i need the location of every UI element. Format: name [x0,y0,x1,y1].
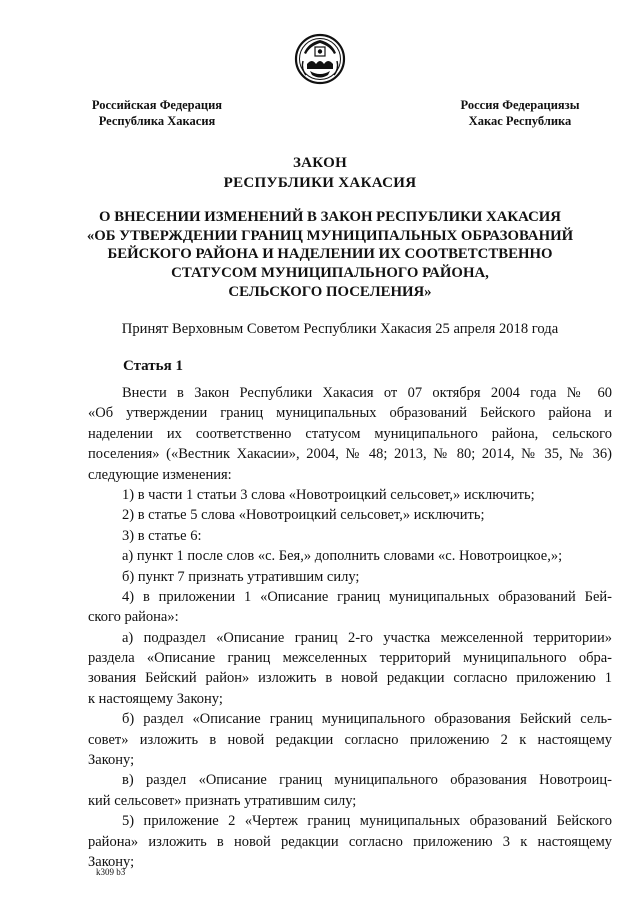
registration-stamp: k309 b3 [96,867,126,877]
law-heading: ЗАКОН [292,155,348,171]
body-line: Закону; [88,752,135,769]
body-line: б) пункт 7 признать утратившим силу; [122,568,360,585]
header-left-country: Российская Федерация [91,98,223,112]
body-line: 5) приложение 2 «Чертеж границ муниципальных образований Бейского [122,813,612,830]
body-line: следующие изменения: [88,466,232,483]
body-line: 2) в статье 5 слова «Новотроицкий сельсовет,» исключить; [122,507,485,524]
title-line: СТАТУСОМ МУНИЦИПАЛЬНОГО РАЙОНА, [171,265,489,282]
body-line: а) пункт 1 после слов «с. Бея,» дополнить словами «с. Новотроицкое,»; [122,548,563,565]
body-line: а) подраздел «Описание границ 2-го участка межселенной территории» [122,629,612,646]
body-line: района» изложить в новой редакции согласно приложению 3 к настоящему [88,833,612,850]
body-line: б) раздел «Описание границ муниципального образования Бейский сель- [122,711,612,728]
body-line: совет» изложить в новой редакции согласно приложению 2 к настоящему [88,731,612,748]
header-left [82,97,232,129]
header-left-republic: Республика Хакасия [98,114,216,128]
article-heading: Статья 1 [123,358,183,374]
body-line: зования Бейский район» изложить в новой редакции согласно приложению 1 [88,670,612,687]
body-line: «Об утверждении границ муниципальных образований Бейского района и [88,405,612,422]
law-title [80,208,580,302]
title-line: «ОБ УТВЕРЖДЕНИИ ГРАНИЦ МУНИЦИПАЛЬНЫХ ОБРАЗОВАНИЙ [86,227,574,244]
header-right [445,97,595,129]
body-line: к настоящему Закону; [88,690,223,707]
header-right-country: Россия Федерациязы [460,98,580,112]
body-line: ского района»: [88,609,179,626]
body-line: 4) в приложении 1 «Описание границ муниципальных образований Бей- [122,588,612,605]
law-heading-republic: РЕСПУБЛИКИ ХАКАСИЯ [223,175,417,191]
body-line: Внести в Закон Республики Хакасия от 07 октября 2004 года № 60 [122,385,612,401]
body-line: Закону; [88,853,135,870]
adoption-note: Принят Верховным Советом Республики Хакасия 25 апреля 2018 года [121,321,559,337]
body-line: раздела «Описание границ межселенных территорий муниципального обра- [88,650,612,667]
body-line: поселения» («Вестник Хакасии», 2004, № 48; 2013, № 80; 2014, № 35, № 36) [88,446,612,463]
body-line: наделении их соответственно статусом муниципального района, сельского [88,425,612,442]
title-line: БЕЙСКОГО РАЙОНА И НАДЕЛЕНИИ ИХ СООТВЕТСТВЕННО [107,246,553,263]
body-line: в) раздел «Описание границ муниципального образования Новотроиц- [122,772,612,789]
body-line: 1) в части 1 статьи 3 слова «Новотроицкий сельсовет,» исключить; [122,486,535,503]
title-line: СЕЛЬСКОГО ПОСЕЛЕНИЯ» [228,283,432,300]
header-right-republic: Хакас Республика [468,114,572,128]
body-line: 3) в статье 6: [122,527,202,544]
coat-of-arms-emblem [294,31,346,87]
title-line: О ВНЕСЕНИИ ИЗМЕНЕНИЙ В ЗАКОН РЕСПУБЛИКИ ХАКАСИЯ [99,209,561,225]
body-line: кий сельсовет» признать утратившим силу; [88,792,357,809]
article-body [88,383,612,872]
